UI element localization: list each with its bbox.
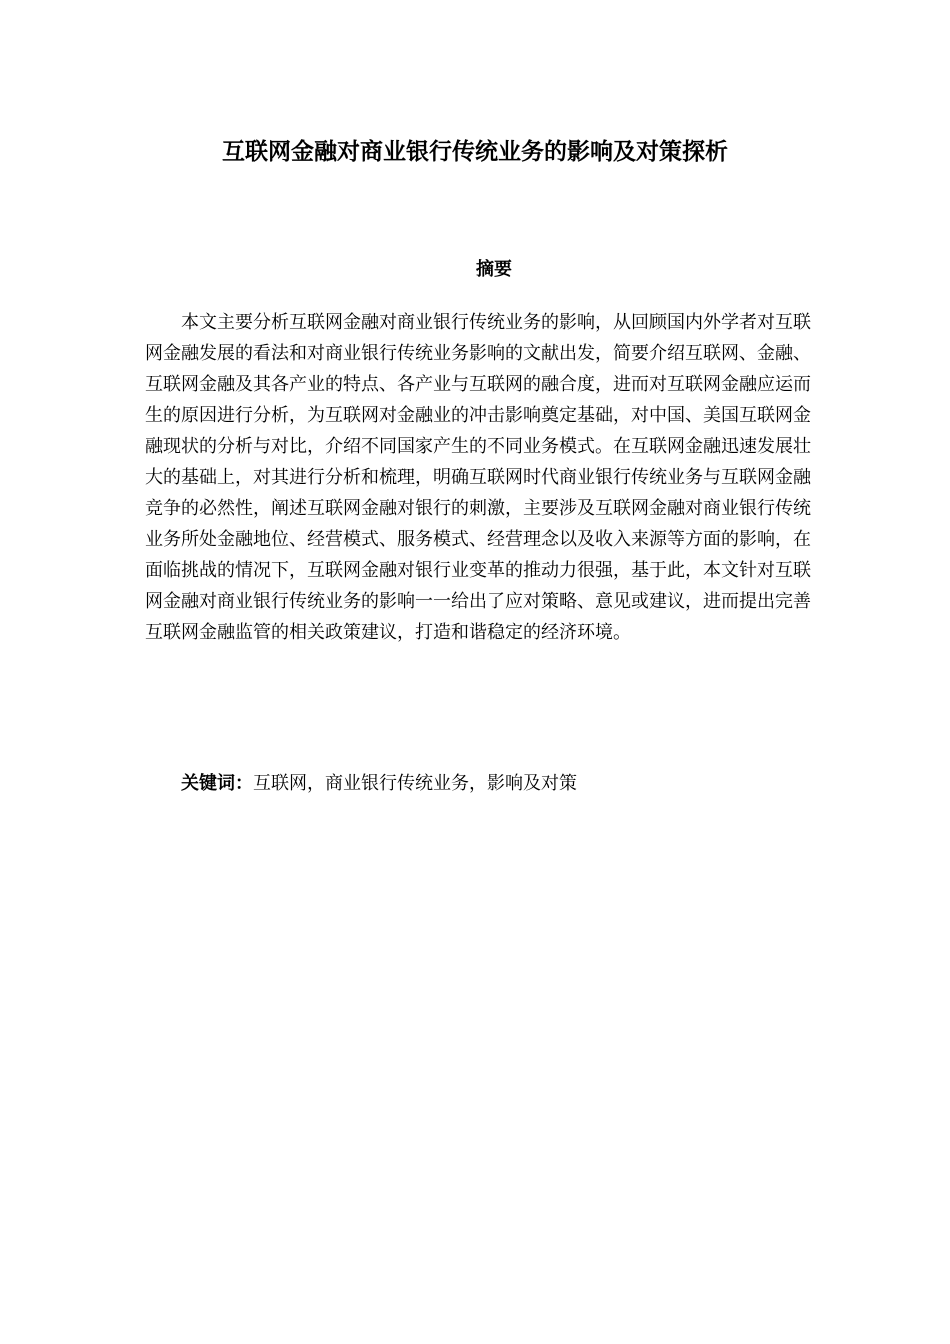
keywords-value: 互联网，商业银行传统业务，影响及对策 [253, 773, 577, 794]
keywords-label: 关键词： [181, 773, 253, 794]
abstract-heading: 摘要 [476, 259, 512, 280]
abstract-body: 本文主要分析互联网金融对商业银行传统业务的影响，从回顾国内外学者对互联网金融发展的看法和对商业银行传统业务影响的文献出发，简要介绍互联网、金融、互联网金融及其各产业的特点、各产业与互联网的融合度，进而对互联网金融应运而生的原因进行分析，为互联网对金融业的冲击影响奠定基础，对中国、美国互联网金融现状的分析与对比，介绍不同国家产生的不同业务模式。在互联网金融迅速发展壮大的基础上，对其进行分析和梳理，明确互联网时代商业银行传统业务与互联网金融竞争的必然性，阐述互联网金融对银行的刺激，主要涉及互联网金融对商业银行传统业务所处金融地位、经营模式、服务模式、经营理念以及收入来源等方面的影响，在面临挑战的情况下，互联网金融对银行业变革的推动力很强，基于此，本文针对互联网金融对商业银行传统业务的影响一一给出了应对策略、意见或建议，进而提出完善互联网金融监管的相关政策建议，打造和谐稳定的经济环境。 [145, 312, 811, 643]
document-title: 互联网金融对商业银行传统业务的影响及对策探析 [222, 138, 728, 165]
keywords-line [181, 770, 811, 798]
